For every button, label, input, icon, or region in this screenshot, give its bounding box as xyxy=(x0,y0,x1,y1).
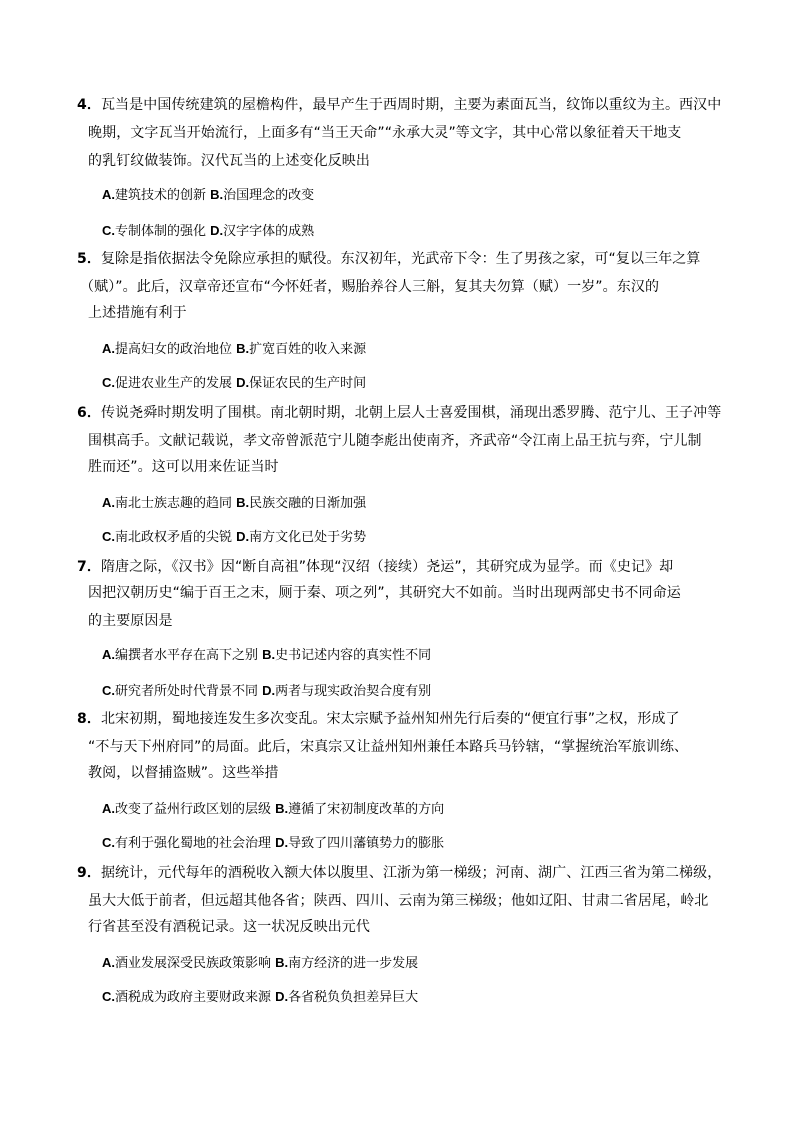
option-letter: D. xyxy=(210,223,224,238)
option-row xyxy=(102,954,418,973)
question-stem-line xyxy=(88,458,279,476)
option-text: 南北政权矛盾的尖锐 xyxy=(115,530,233,545)
question-stem-line xyxy=(88,612,173,630)
stem-text: 据统计，元代每年的酒税收入额大体以腹里、江浙为第一梯级；河南、湖广、江西三省为第二梯级， xyxy=(100,865,722,881)
option-text: 有利于强化蜀地的社会治理 xyxy=(115,836,272,851)
stem-text: 行省甚至没有酒税记录。这一状况反映出元代 xyxy=(88,919,370,935)
question-stem-line xyxy=(88,304,187,322)
option-text: 酒税成为政府主要财政来源 xyxy=(115,990,272,1005)
option-letter: A. xyxy=(102,647,115,662)
option-letter: B. xyxy=(210,187,224,202)
question-number: 8． xyxy=(77,711,101,727)
stem-text: 的乳钉纹做装饰。汉代瓦当的上述变化反映出 xyxy=(88,153,370,169)
option-text: 民族交融的日渐加强 xyxy=(249,496,367,511)
option-letter: D. xyxy=(262,683,276,698)
option-letter: A. xyxy=(102,955,115,970)
option-text: 促进农业生产的发展 xyxy=(115,376,233,391)
option-text: 提高妇女的政治地位 xyxy=(115,342,233,357)
stem-text: 晚期，文字瓦当开始流行，上面多有“当王天命”“永承大灵”等文字，其中心常以象征着天干地支 xyxy=(88,125,682,141)
option-letter: A. xyxy=(102,187,115,202)
option-text: 南北士族志趣的趋同 xyxy=(115,496,233,511)
option-letter: A. xyxy=(102,341,115,356)
option-letter: D. xyxy=(236,529,250,544)
option-row xyxy=(102,834,444,853)
option-letter: C. xyxy=(102,223,115,238)
question-stem-line xyxy=(88,124,681,142)
question-stem-line xyxy=(77,710,680,728)
question-number: 7． xyxy=(77,559,101,575)
option-row xyxy=(102,528,366,547)
question-stem-line xyxy=(88,764,279,782)
question-stem-line xyxy=(77,404,721,422)
question-stem-line xyxy=(88,432,702,450)
question-stem-line xyxy=(77,558,673,576)
option-letter: B. xyxy=(275,955,289,970)
option-text: 南方文化已处于劣势 xyxy=(249,530,367,545)
option-row xyxy=(102,988,418,1007)
option-text: 导致了四川藩镇势力的膨胀 xyxy=(288,836,445,851)
option-letter: C. xyxy=(102,683,115,698)
option-letter: D. xyxy=(275,989,289,1004)
stem-text: 北宋初期，蜀地接连发生多次变乱。宋太宗赋予益州知州先行后奏的“便宜行事”之权，形成了 xyxy=(100,711,680,727)
option-row xyxy=(102,682,431,701)
question-stem-line xyxy=(88,892,708,910)
option-letter: C. xyxy=(102,529,115,544)
option-text: 研究者所处时代背景不同 xyxy=(115,684,259,699)
stem-text: （赋）”。此后，汉章帝还宣布“今怀妊者，赐胎养谷人三斛，复其夫勿算（赋）一岁”。东汉的 xyxy=(80,279,660,295)
option-text: 汉字字体的成熟 xyxy=(223,224,315,239)
option-text: 治国理念的改变 xyxy=(223,188,315,203)
question-stem-line xyxy=(88,152,370,170)
question-stem-line xyxy=(80,278,659,296)
option-text: 史书记述内容的真实性不同 xyxy=(275,648,432,663)
option-row xyxy=(102,646,431,665)
option-letter: C. xyxy=(102,989,115,1004)
option-text: 编撰者水平存在高下之别 xyxy=(115,648,259,663)
stem-text: 胜而还”。这可以用来佐证当时 xyxy=(88,459,279,475)
option-row xyxy=(102,494,366,513)
option-letter: B. xyxy=(262,647,276,662)
stem-text: 围棋高手。文献记载说，孝文帝曾派范宁儿随李彪出使南齐，齐武帝“令江南上品王抗与弈，宁儿制 xyxy=(88,433,702,449)
option-text: 保证农民的生产时间 xyxy=(249,376,367,391)
question-stem-line xyxy=(88,584,681,602)
question-number: 5． xyxy=(77,251,101,267)
stem-text: 瓦当是中国传统建筑的屋檐构件，最早产生于西周时期，主要为素面瓦当，纹饰以重纹为主。西汉中 xyxy=(100,97,722,113)
option-row xyxy=(102,222,314,241)
option-text: 两者与现实政治契合度有别 xyxy=(275,684,432,699)
stem-text: “不与天下州府同”的局面。此后，宋真宗又让益州知州兼任本路兵马钤辖，“掌握统治军旅训练、 xyxy=(88,739,689,755)
option-letter: A. xyxy=(102,495,115,510)
question-number: 9． xyxy=(77,865,101,881)
question-stem-line xyxy=(88,738,688,756)
stem-text: 复除是指依据法令免除应承担的赋役。东汉初年，光武帝下令：生了男孩之家，可“复以三年之算 xyxy=(100,251,701,267)
option-letter: D. xyxy=(236,375,250,390)
option-text: 建筑技术的创新 xyxy=(115,188,207,203)
question-number: 6． xyxy=(77,405,101,421)
option-row xyxy=(102,186,314,205)
option-text: 改变了益州行政区划的层级 xyxy=(115,802,272,817)
option-row xyxy=(102,340,366,359)
stem-text: 上述措施有利于 xyxy=(88,305,187,321)
stem-text: 传说尧舜时期发明了围棋。南北朝时期，北朝上层人士喜爱围棋，涌现出悉罗腾、范宁儿、王子冲等 xyxy=(100,405,722,421)
option-letter: B. xyxy=(236,495,250,510)
option-letter: A. xyxy=(102,801,115,816)
question-stem-line xyxy=(77,96,721,114)
option-text: 南方经济的进一步发展 xyxy=(288,956,419,971)
question-stem-line xyxy=(77,250,701,268)
stem-text: 教阅，以督捕盗贼”。这些举措 xyxy=(88,765,279,781)
option-row xyxy=(102,800,444,819)
option-row xyxy=(102,374,366,393)
option-letter: C. xyxy=(102,835,115,850)
option-text: 扩宽百姓的收入来源 xyxy=(249,342,367,357)
option-text: 酒业发展深受民族政策影响 xyxy=(115,956,272,971)
stem-text: 隋唐之际，《汉书》因“断自高祖”体现“汉绍（接续）尧运”，其研究成为显学。而《史记》却 xyxy=(100,559,674,575)
stem-text: 的主要原因是 xyxy=(88,613,173,629)
question-number: 4． xyxy=(77,97,101,113)
option-letter: B. xyxy=(275,801,289,816)
option-text: 专制体制的强化 xyxy=(115,224,207,239)
option-text: 各省税负负担差异巨大 xyxy=(288,990,419,1005)
stem-text: 因把汉朝历史“编于百王之末，厕于秦、项之列”，其研究大不如前。当时出现两部史书不同命运 xyxy=(88,585,681,601)
question-stem-line xyxy=(77,864,721,882)
option-text: 遵循了宋初制度改革的方向 xyxy=(288,802,445,817)
option-letter: C. xyxy=(102,375,115,390)
option-letter: B. xyxy=(236,341,250,356)
question-stem-line xyxy=(88,918,370,936)
option-letter: D. xyxy=(275,835,289,850)
stem-text: 虽大大低于前者，但远超其他各省；陕西、四川、云南为第三梯级；他如辽阳、甘肃二省居尾，岭北 xyxy=(88,893,709,909)
